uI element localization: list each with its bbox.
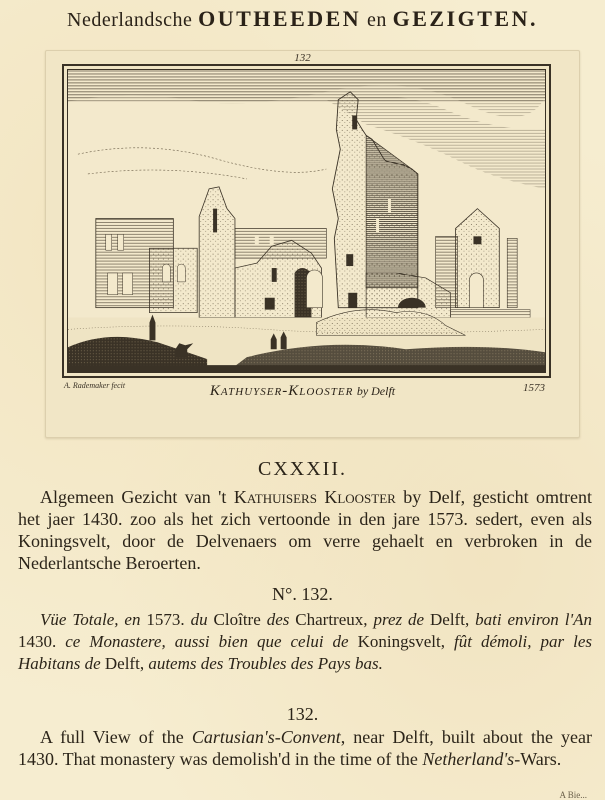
dutch-text-1: Algemeen Gezicht van 't — [40, 487, 234, 507]
plate-year: 1573 — [523, 382, 545, 394]
plate-caption-title: Kathuyser-Klooster — [209, 383, 354, 399]
english-description — [18, 726, 592, 770]
plate-caption — [0, 383, 605, 400]
engraving-frame — [62, 64, 551, 378]
running-head — [0, 6, 605, 32]
engraver-signature: A. Rademaker fecit — [64, 381, 126, 390]
french-text-3: du — [190, 610, 208, 629]
section-roman-numeral: CXXXII. — [258, 458, 347, 480]
french-text-12: Koningsvelt, — [348, 632, 454, 651]
catchword: A Bie... — [559, 790, 587, 800]
dutch-description — [18, 486, 592, 574]
running-head-word-3: en — [366, 9, 387, 31]
french-section-number: N°. 132. — [272, 584, 333, 604]
english-text-2: Cartusian's-Convent — [191, 727, 341, 747]
plate-number: 132 — [294, 52, 311, 64]
french-text-15: autems des Troubles des Pays bas. — [148, 654, 383, 673]
english-text-4: Netherland's — [422, 749, 515, 769]
english-section-number: 132. — [286, 704, 319, 724]
english-text-1: A full View of the — [40, 727, 192, 747]
running-head-word-2: OUTHEEDEN — [198, 6, 362, 31]
running-head-word-1: Nederlandsche — [67, 9, 193, 31]
dutch-text-3: by Delf, gesticht omtrent het jaer 1430. zoo als het zich vertoonde in den jare 1573. sedert, even als Koningsvelt, door de Delvenaers om verre gehaelt en verbroken in de Nederlantsche Beroerten. — [18, 487, 592, 573]
english-text-5: -Wars. — [514, 749, 562, 769]
french-text-6: Chartreux, — [289, 610, 374, 629]
english-text-3: , near Delft, built about the year 1430. That monastery was demolish'd in the time of the — [18, 727, 592, 769]
ruins-engraving-illustration — [68, 70, 545, 372]
french-text-11: ce Monastere, aussi bien que celui de — [65, 632, 349, 651]
french-text-10: 1430. — [18, 632, 66, 651]
french-text-9: bati environ l'An — [475, 610, 592, 629]
french-text-14: Delft, — [100, 654, 149, 673]
french-text-1: Vüe Totale, en — [40, 610, 141, 629]
french-text-5: des — [266, 610, 290, 629]
french-description — [18, 609, 592, 675]
running-head-word-4: GEZIGTEN. — [392, 6, 538, 31]
french-text-13: fût démoli, par les Habitans de — [18, 632, 592, 673]
plate-caption-location: by Delft — [356, 384, 396, 398]
french-text-8: Delft, — [424, 610, 476, 629]
dutch-text-2: Kathuisers Klooster — [233, 487, 396, 507]
french-text-7: prez de — [373, 610, 425, 629]
engraving-image — [67, 69, 546, 373]
french-text-4: Cloître — [207, 610, 267, 629]
french-text-2: 1573. — [140, 610, 191, 629]
